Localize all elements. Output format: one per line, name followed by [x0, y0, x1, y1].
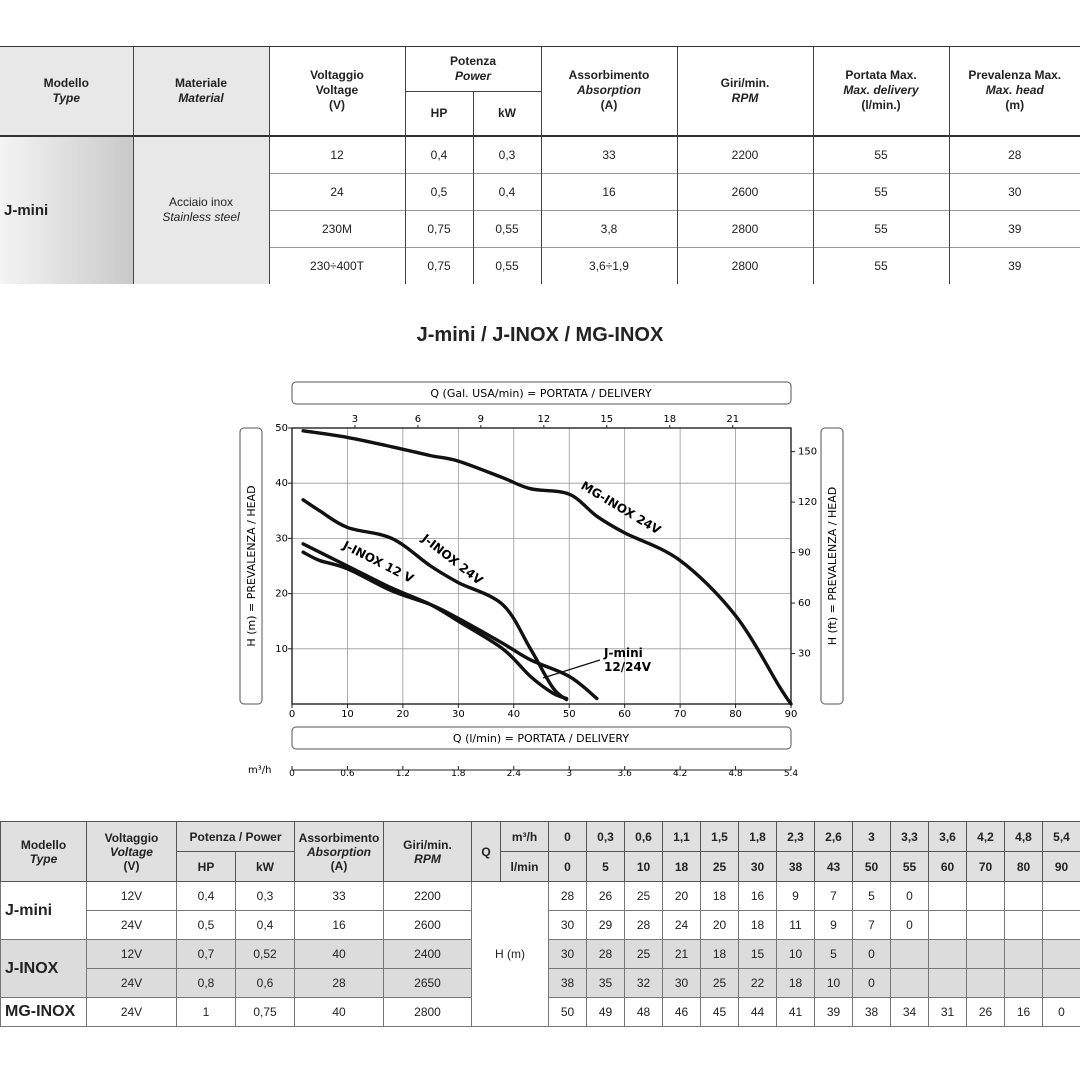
y-tick-label: 30 — [275, 533, 288, 545]
head-value — [1005, 969, 1043, 998]
top-tick-label: 3 — [351, 414, 359, 425]
performance-row — [1, 882, 1080, 911]
head-value: 25 — [701, 969, 739, 998]
perf-rpm: 2600 — [384, 911, 472, 940]
head-value: 46 — [663, 998, 701, 1027]
spec-rpm: 2600 — [677, 173, 813, 210]
perf-absorption: 40 — [295, 998, 384, 1027]
perf-model: MG-INOX — [1, 998, 87, 1027]
m3h-unit: m³/h — [248, 765, 272, 776]
head-value: 38 — [853, 998, 891, 1027]
head-value: 39 — [815, 998, 853, 1027]
spec-kw: 0,3 — [473, 136, 541, 174]
perf-header-q: Q — [472, 822, 501, 882]
head-value: 35 — [587, 969, 625, 998]
perf-voltage: 12V — [87, 882, 177, 911]
perf-kw: 0,6 — [236, 969, 295, 998]
lmin-value: 0 — [549, 852, 587, 882]
y-tick-label: 40 — [275, 478, 288, 490]
perf-voltage: 24V — [87, 998, 177, 1027]
spec-head: 30 — [949, 173, 1080, 210]
right-tick-label: 150 — [798, 446, 818, 458]
x-tick-label: 60 — [618, 709, 632, 720]
head-value: 7 — [853, 911, 891, 940]
perf-hp: 0,4 — [177, 882, 236, 911]
head-value — [1005, 940, 1043, 969]
head-value: 45 — [701, 998, 739, 1027]
lmin-value: 55 — [891, 852, 929, 882]
head-value — [929, 911, 967, 940]
header-model: Modello Type — [0, 47, 133, 136]
head-value — [891, 969, 929, 998]
lmin-value: 10 — [625, 852, 663, 882]
top-tick-label: 18 — [663, 414, 677, 425]
top-tick-label: 9 — [477, 414, 485, 425]
head-value: 0 — [853, 969, 891, 998]
head-value: 50 — [549, 998, 587, 1027]
top-tick-label: 12 — [537, 414, 551, 425]
m3h-tick-label: 1.8 — [451, 769, 466, 779]
header-head: Prevalenza Max. Max. head (m) — [949, 47, 1080, 136]
perf-header-model: Modello Type — [1, 822, 87, 882]
head-value: 20 — [663, 882, 701, 911]
header-material: Materiale Material — [133, 47, 269, 136]
head-value: 28 — [625, 911, 663, 940]
perf-kw: 0,75 — [236, 998, 295, 1027]
lmin-value: 18 — [663, 852, 701, 882]
head-value: 22 — [739, 969, 777, 998]
spec-rpm: 2800 — [677, 210, 813, 247]
perf-header-absorption: Assorbimento Absorption (A) — [295, 822, 384, 882]
perf-hp: 0,8 — [177, 969, 236, 998]
m3h-tick-label: 5.4 — [783, 769, 799, 779]
spec-head: 28 — [949, 136, 1080, 174]
lmin-value: 5 — [587, 852, 625, 882]
h-label: H (m) — [472, 882, 549, 1027]
m3h-value: 3,6 — [929, 822, 967, 852]
spec-absorption: 3,8 — [541, 210, 677, 247]
spec-delivery: 55 — [813, 136, 949, 174]
spec-kw: 0,55 — [473, 247, 541, 284]
m3h-tick-label: 0 — [289, 769, 295, 779]
y-tick-label: 10 — [275, 643, 288, 655]
m3h-value: 4,8 — [1005, 822, 1043, 852]
y-tick-label: 50 — [275, 423, 288, 434]
perf-kw: 0,3 — [236, 882, 295, 911]
head-value — [967, 882, 1005, 911]
head-value: 0 — [891, 911, 929, 940]
head-value — [1043, 882, 1080, 911]
plot-frame — [292, 428, 791, 704]
perf-rpm: 2200 — [384, 882, 472, 911]
head-value: 10 — [777, 940, 815, 969]
perf-voltage: 12V — [87, 940, 177, 969]
spec-rpm: 2200 — [677, 136, 813, 174]
y-tick-label: 20 — [275, 588, 288, 600]
head-value: 48 — [625, 998, 663, 1027]
header-kw: kW — [473, 92, 541, 136]
spec-absorption: 16 — [541, 173, 677, 210]
head-value: 24 — [663, 911, 701, 940]
head-value — [891, 940, 929, 969]
spec-head: 39 — [949, 210, 1080, 247]
head-value: 25 — [625, 940, 663, 969]
head-value: 21 — [663, 940, 701, 969]
perf-header-lmin: l/min — [501, 852, 549, 882]
head-value — [967, 969, 1005, 998]
m3h-value: 1,8 — [739, 822, 777, 852]
head-value: 9 — [777, 882, 815, 911]
perf-hp: 0,7 — [177, 940, 236, 969]
m3h-value: 2,3 — [777, 822, 815, 852]
head-value: 32 — [625, 969, 663, 998]
head-value: 28 — [549, 882, 587, 911]
lmin-value: 50 — [853, 852, 891, 882]
head-value — [929, 969, 967, 998]
lmin-value: 38 — [777, 852, 815, 882]
top-axis-label: Q (Gal. USA/min) = PORTATA / DELIVERY — [430, 387, 652, 400]
spec-voltage: 12 — [269, 136, 405, 174]
perf-hp: 0,5 — [177, 911, 236, 940]
head-value — [967, 911, 1005, 940]
spec-voltage: 24 — [269, 173, 405, 210]
spec-head: 39 — [949, 247, 1080, 284]
label-j-mini-voltage: 12/24V — [604, 660, 652, 674]
spec-absorption: 3,6÷1,9 — [541, 247, 677, 284]
curve-j-inox-24v — [303, 500, 566, 700]
x-tick-label: 70 — [673, 709, 687, 720]
material: Acciaio inox Stainless steel — [133, 136, 269, 284]
chart-title: J-mini / J-INOX / MG-INOX — [416, 324, 664, 346]
spec-kw: 0,55 — [473, 210, 541, 247]
m3h-value: 2,6 — [815, 822, 853, 852]
header-absorption: Assorbimento Absorption (A) — [541, 47, 677, 136]
m3h-value: 3 — [853, 822, 891, 852]
m3h-value: 4,2 — [967, 822, 1005, 852]
label-mg-inox-24v: MG-INOX 24V — [578, 478, 664, 538]
m3h-value: 1,5 — [701, 822, 739, 852]
model-name: J-mini — [0, 136, 133, 284]
perf-header-kw: kW — [236, 852, 295, 882]
m3h-value: 0,6 — [625, 822, 663, 852]
head-value: 16 — [739, 882, 777, 911]
x-tick-label: 50 — [562, 709, 576, 720]
head-value: 30 — [549, 940, 587, 969]
header-delivery: Portata Max. Max. delivery (l/min.) — [813, 47, 949, 136]
m3h-value: 5,4 — [1043, 822, 1080, 852]
header-rpm: Giri/min. RPM — [677, 47, 813, 136]
perf-header-power: Potenza / Power — [177, 822, 295, 852]
perf-header-rpm: Giri/min. RPM — [384, 822, 472, 882]
spec-hp: 0,4 — [405, 136, 473, 174]
lmin-value: 90 — [1043, 852, 1080, 882]
header-hp: HP — [405, 92, 473, 136]
m3h-tick-label: 4.8 — [728, 769, 743, 779]
perf-model: J-mini — [1, 882, 87, 940]
head-value — [1043, 911, 1080, 940]
spec-delivery: 55 — [813, 247, 949, 284]
head-value: 41 — [777, 998, 815, 1027]
head-value: 0 — [853, 940, 891, 969]
m3h-value: 1,1 — [663, 822, 701, 852]
perf-rpm: 2800 — [384, 998, 472, 1027]
m3h-tick-label: 3.6 — [617, 769, 632, 779]
perf-kw: 0,52 — [236, 940, 295, 969]
head-value: 30 — [663, 969, 701, 998]
perf-header-voltage: Voltaggio Voltage (V) — [87, 822, 177, 882]
head-value — [929, 940, 967, 969]
spec-absorption: 33 — [541, 136, 677, 174]
head-value: 31 — [929, 998, 967, 1027]
head-value: 38 — [549, 969, 587, 998]
perf-voltage: 24V — [87, 911, 177, 940]
head-value — [929, 882, 967, 911]
label-j-mini: J-mini — [604, 646, 643, 660]
spec-voltage: 230÷400T — [269, 247, 405, 284]
spec-hp: 0,5 — [405, 173, 473, 210]
label-j-inox-12v: J-INOX 12 V — [340, 538, 416, 586]
lmin-value: 70 — [967, 852, 1005, 882]
head-value: 7 — [815, 882, 853, 911]
lmin-value: 43 — [815, 852, 853, 882]
right-tick-label: 30 — [798, 648, 811, 660]
spec-kw: 0,4 — [473, 173, 541, 210]
top-tick-label: 15 — [600, 414, 614, 425]
right-axis-label: H (ft) = PREVALENZA / HEAD — [826, 486, 839, 646]
bottom-axis-label: Q (l/min) = PORTATA / DELIVERY — [452, 732, 630, 745]
spec-voltage: 230M — [269, 210, 405, 247]
perf-header-m3h: m³/h — [501, 822, 549, 852]
perf-absorption: 28 — [295, 969, 384, 998]
head-value: 26 — [587, 882, 625, 911]
perf-absorption: 33 — [295, 882, 384, 911]
right-tick-label: 90 — [798, 547, 811, 559]
head-value: 30 — [549, 911, 587, 940]
perf-absorption: 40 — [295, 940, 384, 969]
lmin-value: 25 — [701, 852, 739, 882]
right-tick-label: 120 — [798, 497, 818, 509]
lmin-value: 60 — [929, 852, 967, 882]
m3h-value: 3,3 — [891, 822, 929, 852]
perf-header-hp: HP — [177, 852, 236, 882]
head-value: 49 — [587, 998, 625, 1027]
head-value — [1005, 911, 1043, 940]
lmin-value: 80 — [1005, 852, 1043, 882]
header-power: Potenza Power — [405, 47, 541, 92]
performance-table — [0, 821, 1080, 1027]
perf-model: J-INOX — [1, 940, 87, 998]
head-value: 0 — [1043, 998, 1080, 1027]
head-value: 16 — [1005, 998, 1043, 1027]
head-value: 44 — [739, 998, 777, 1027]
m3h-tick-label: 1.2 — [395, 769, 411, 779]
spec-delivery: 55 — [813, 210, 949, 247]
perf-voltage: 24V — [87, 969, 177, 998]
head-value: 20 — [701, 911, 739, 940]
perf-rpm: 2400 — [384, 940, 472, 969]
m3h-tick-label: 4.2 — [672, 769, 688, 779]
top-tick-label: 6 — [414, 414, 422, 425]
head-value: 26 — [967, 998, 1005, 1027]
header-voltage: Voltaggio Voltage (V) — [269, 47, 405, 136]
x-tick-label: 30 — [451, 709, 465, 720]
x-tick-label: 20 — [396, 709, 410, 720]
head-value — [1043, 940, 1080, 969]
label-j-inox-24v: J-INOX 24V — [419, 531, 486, 588]
perf-rpm: 2650 — [384, 969, 472, 998]
m3h-tick-label: 3 — [566, 769, 573, 779]
head-value — [1005, 882, 1043, 911]
head-value: 18 — [739, 911, 777, 940]
lmin-value: 30 — [739, 852, 777, 882]
m3h-tick-label: 2.4 — [506, 769, 521, 779]
perf-hp: 1 — [177, 998, 236, 1027]
perf-kw: 0,4 — [236, 911, 295, 940]
x-tick-label: 0 — [288, 709, 296, 720]
head-value: 18 — [777, 969, 815, 998]
left-axis-label: H (m) = PREVALENZA / HEAD — [245, 485, 258, 647]
perf-absorption: 16 — [295, 911, 384, 940]
x-tick-label: 80 — [729, 709, 742, 720]
head-value: 18 — [701, 882, 739, 911]
head-value: 10 — [815, 969, 853, 998]
head-value: 15 — [739, 940, 777, 969]
head-value: 5 — [815, 940, 853, 969]
top-tick-label: 21 — [726, 414, 740, 425]
x-tick-label: 90 — [784, 709, 798, 720]
spec-rpm: 2800 — [677, 247, 813, 284]
head-value — [1043, 969, 1080, 998]
head-value — [967, 940, 1005, 969]
m3h-value: 0,3 — [587, 822, 625, 852]
spec-hp: 0,75 — [405, 247, 473, 284]
head-value: 11 — [777, 911, 815, 940]
x-tick-label: 10 — [341, 709, 354, 720]
head-value: 28 — [587, 940, 625, 969]
head-value: 34 — [891, 998, 929, 1027]
head-value: 5 — [853, 882, 891, 911]
head-value: 29 — [587, 911, 625, 940]
m3h-value: 0 — [549, 822, 587, 852]
spec-delivery: 55 — [813, 173, 949, 210]
head-value: 18 — [701, 940, 739, 969]
head-value: 0 — [891, 882, 929, 911]
x-tick-label: 40 — [507, 709, 521, 720]
right-tick-label: 60 — [798, 598, 811, 610]
head-value: 9 — [815, 911, 853, 940]
m3h-tick-label: 0.6 — [340, 769, 355, 779]
spec-hp: 0,75 — [405, 210, 473, 247]
head-value: 25 — [625, 882, 663, 911]
